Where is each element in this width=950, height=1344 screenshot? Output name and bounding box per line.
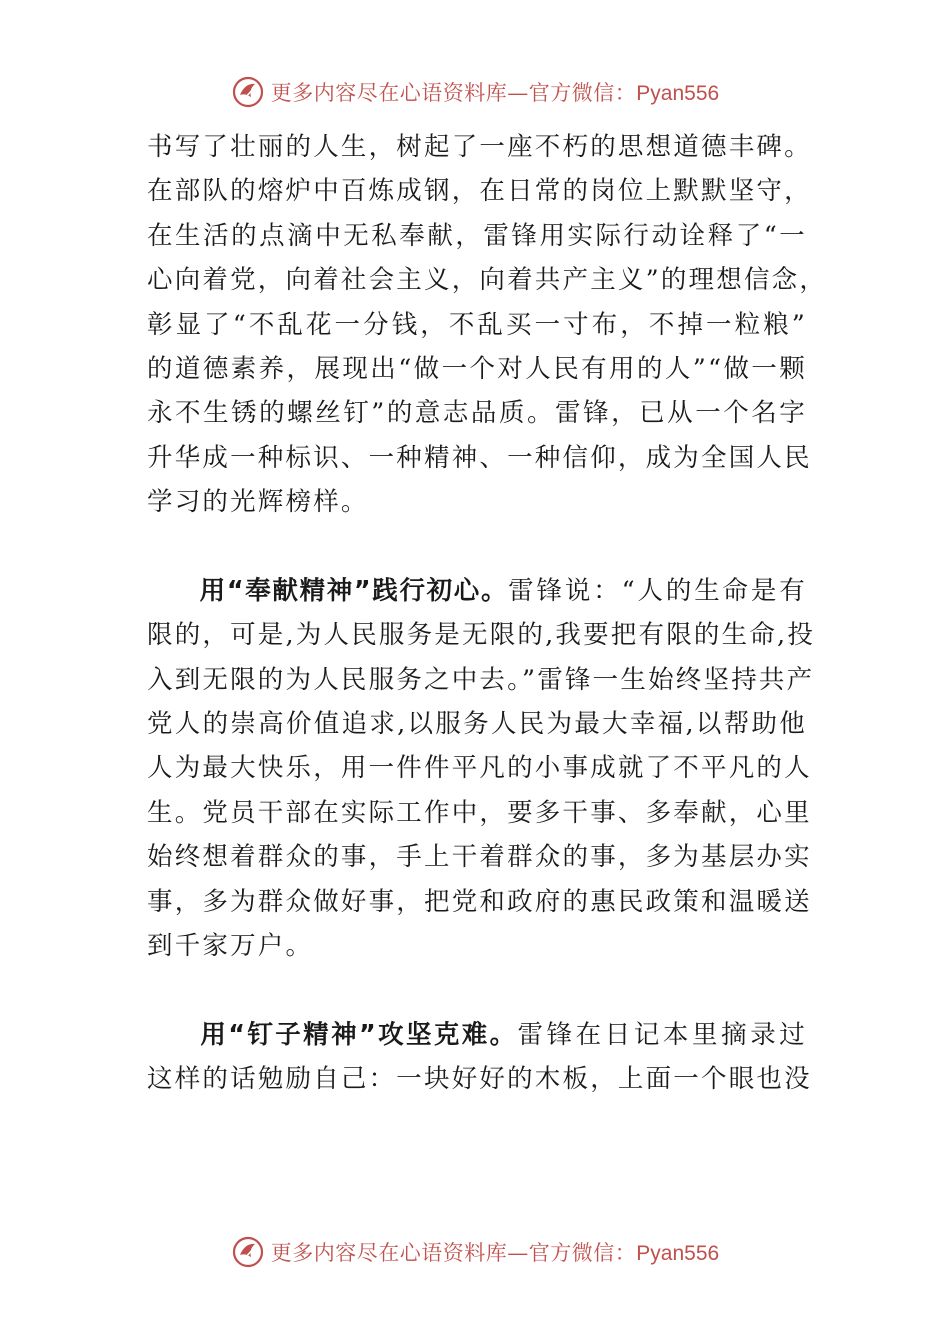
text-line: 在部队的熔炉中百炼成钢，在日常的岗位上默默坚守， xyxy=(147,176,812,207)
text-line: 生。党员干部在实际工作中，要多干事、多奉献，心里 xyxy=(147,797,812,828)
text-line: 这样的话勉励自己：一块好好的木板，上面一个眼也没 xyxy=(147,1064,812,1095)
seal-logo-icon xyxy=(231,1235,265,1269)
paragraph-1 xyxy=(147,125,828,525)
header-wechat-id: Pyan556 xyxy=(636,82,720,105)
text-line: 的道德素养，展现出“做一个对人民有用的人”“做一颗 xyxy=(147,353,807,384)
text-line: 始终想着群众的事，手上干着群众的事，多为基层办实 xyxy=(147,842,812,873)
document-body xyxy=(147,125,828,1102)
footer-wechat-id: Pyan556 xyxy=(636,1242,720,1265)
text-line: 学习的光辉榜样。 xyxy=(147,487,369,518)
text-line: 在生活的点滴中无私奉献，雷锋用实际行动诠释了“一 xyxy=(147,220,807,251)
text-line: 心向着党，向着社会主义，向着共产主义”的理想信念， xyxy=(147,265,828,296)
text-line: 人为最大快乐，用一件件平凡的小事成就了不平凡的人 xyxy=(147,753,812,784)
paragraph-gap xyxy=(147,968,807,1012)
text-line: 入到无限的为人民服务之中去。”雷锋一生始终坚持共产 xyxy=(147,664,815,695)
text-line: 限的，可是,为人民服务是无限的,我要把有限的生命,投 xyxy=(147,620,816,651)
text-line-first: 用“奉献精神”践行初心。雷锋说：“人的生命是有 xyxy=(199,575,807,606)
text-line: 彰显了“不乱花一分钱，不乱买一寸布，不掉一粒粮” xyxy=(147,309,807,340)
footer-banner xyxy=(0,1230,950,1274)
header-banner xyxy=(0,70,950,114)
paragraph-2 xyxy=(147,569,816,969)
text-line: 书写了壮丽的人生，树起了一座不朽的思想道德丰碑。 xyxy=(147,132,812,162)
paragraph-gap xyxy=(147,525,807,569)
text-line: 升华成一种标识、一种精神、一种信仰，成为全国人民 xyxy=(147,442,812,473)
paragraph-3 xyxy=(147,1013,812,1102)
paragraph-lead: 用“钉子精神”攻坚克难。 xyxy=(199,1019,518,1050)
footer-text: 更多内容尽在心语资料库—官方微信：Pyan556 xyxy=(270,1241,720,1265)
paragraph-lead: 用“奉献精神”践行初心。 xyxy=(199,575,509,606)
text-line: 到千家万户。 xyxy=(147,931,314,962)
header-text: 更多内容尽在心语资料库—官方微信：Pyan556 xyxy=(270,81,720,105)
text-line: 事，多为群众做好事，把党和政府的惠民政策和温暖送 xyxy=(147,886,812,917)
seal-logo-icon xyxy=(231,75,265,109)
text-line: 党人的崇高价值追求,以服务人民为最大幸福,以帮助他 xyxy=(147,709,807,740)
text-line-first: 用“钉子精神”攻坚克难。雷锋在日记本里摘录过 xyxy=(199,1019,807,1050)
text-line: 永不生锈的螺丝钉”的意志品质。雷锋，已从一个名字 xyxy=(147,398,807,429)
